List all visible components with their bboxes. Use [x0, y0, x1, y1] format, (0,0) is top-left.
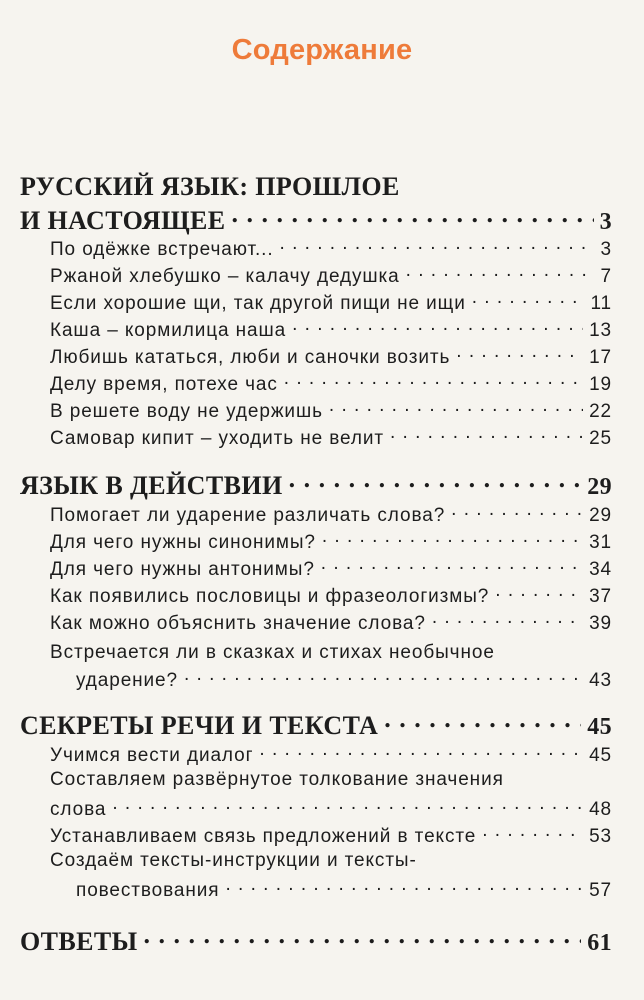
toc-entry [50, 583, 612, 608]
toc-entry [50, 425, 612, 450]
entry-title: Для чего нужны антонимы? [50, 559, 315, 580]
dot-leader [259, 742, 583, 761]
toc-entry [50, 236, 612, 261]
page-number: 17 [589, 347, 612, 368]
dot-leader [280, 236, 595, 255]
entry-title: Если хорошие щи, так другой пищи не ищи [50, 293, 466, 314]
section-heading [20, 708, 612, 741]
toc-entry [50, 290, 612, 315]
entry-title: Встречается ли в сказках и стихах необычное [50, 642, 495, 663]
entry-title: слова [50, 799, 107, 820]
dot-leader [495, 583, 583, 602]
section-title: СЕКРЕТЫ РЕЧИ И ТЕКСТА [20, 711, 379, 740]
page-number: 3 [599, 209, 612, 235]
dot-leader [451, 502, 583, 521]
toc-entry [50, 823, 612, 848]
toc-entry [50, 796, 612, 821]
page-number: 39 [589, 613, 612, 634]
page-number: 37 [589, 586, 612, 607]
page-number: 53 [589, 826, 612, 847]
entry-title: По одёжке встречают... [50, 239, 274, 260]
toc-entry [50, 317, 612, 342]
toc-entry [50, 529, 612, 554]
page-number: 48 [589, 799, 612, 820]
dot-leader [144, 924, 582, 950]
toc-entry [50, 398, 612, 423]
entry-title: ударение? [76, 670, 178, 691]
dot-leader [289, 468, 582, 494]
entry-title: Для чего нужны синонимы? [50, 532, 316, 553]
dot-leader [112, 796, 583, 815]
entry-title: Ржаной хлебушко – калачу дедушка [50, 266, 400, 287]
entry-title: Составляем развёрнутое толкование значения [50, 769, 504, 790]
entry-title: Делу время, потехе час [50, 374, 278, 395]
entry-title: повествования [76, 880, 220, 901]
dot-leader [329, 398, 583, 417]
dot-leader [482, 823, 583, 842]
page-title: Содержание [231, 34, 413, 66]
dot-leader [184, 667, 583, 686]
page-number: 13 [589, 320, 612, 341]
dot-leader [284, 371, 583, 390]
page-number: 29 [589, 505, 612, 526]
toc-entry [50, 610, 612, 635]
entry-title: В решете воду не удержишь [50, 401, 323, 422]
section-heading [20, 203, 612, 236]
page-number: 31 [589, 532, 612, 553]
page-number: 25 [589, 428, 612, 449]
page-number: 57 [589, 880, 612, 901]
dot-leader [226, 877, 584, 896]
page-number: 34 [589, 559, 612, 580]
toc-entry [50, 344, 612, 369]
section-title: ОТВЕТЫ [20, 927, 138, 956]
page-number: 22 [589, 401, 612, 422]
dot-leader [432, 610, 583, 629]
dot-leader [472, 290, 585, 309]
page-number: 19 [589, 374, 612, 395]
page-number: 43 [589, 670, 612, 691]
page-number: 45 [589, 745, 612, 766]
page-number: 29 [587, 474, 612, 500]
entry-title: Как можно объяснить значение слова? [50, 613, 426, 634]
toc-entry [50, 742, 612, 767]
entry-title: Учимся вести диалог [50, 745, 254, 766]
toc-entry [50, 263, 612, 288]
toc-entry [50, 502, 612, 527]
toc-entry [50, 371, 612, 396]
toc-entry [76, 667, 612, 692]
section-title: РУССКИЙ ЯЗЫК: ПРОШЛОЕ [20, 172, 400, 201]
page-number: 61 [587, 930, 612, 956]
dot-leader [321, 556, 583, 575]
toc-entry-line1 [50, 850, 612, 872]
page-number: 7 [600, 266, 612, 287]
page-number: 11 [590, 293, 612, 314]
entry-title: Устанавливаем связь предложений в тексте [50, 826, 477, 847]
dot-leader [322, 529, 583, 548]
section-title: ЯЗЫК В ДЕЙСТВИИ [20, 471, 283, 500]
toc-entry [50, 556, 612, 581]
dot-leader [390, 425, 583, 444]
toc-entry [76, 877, 612, 902]
dot-leader [232, 203, 594, 229]
dot-leader [456, 344, 583, 363]
dot-leader [384, 708, 581, 734]
page-number: 45 [587, 714, 612, 740]
entry-title: Самовар кипит – уходить не велит [50, 428, 384, 449]
entry-title: Как появились пословицы и фразеологизмы? [50, 586, 490, 607]
entry-title: Создаём тексты-инструкции и тексты- [50, 850, 417, 871]
section-heading [20, 468, 612, 501]
section-title: И НАСТОЯЩЕЕ [20, 206, 226, 235]
section-heading [20, 924, 612, 957]
page-number: 3 [600, 239, 612, 260]
dot-leader [406, 263, 595, 282]
entry-title: Любишь кататься, люби и саночки возить [50, 347, 451, 368]
entry-title: Помогает ли ударение различать слова? [50, 505, 446, 526]
entry-title: Каша – кормилица наша [50, 320, 287, 341]
section-heading-line1 [20, 172, 612, 202]
dot-leader [292, 317, 583, 336]
toc-entry-line1 [50, 642, 612, 664]
toc-entry-line1 [50, 769, 612, 791]
